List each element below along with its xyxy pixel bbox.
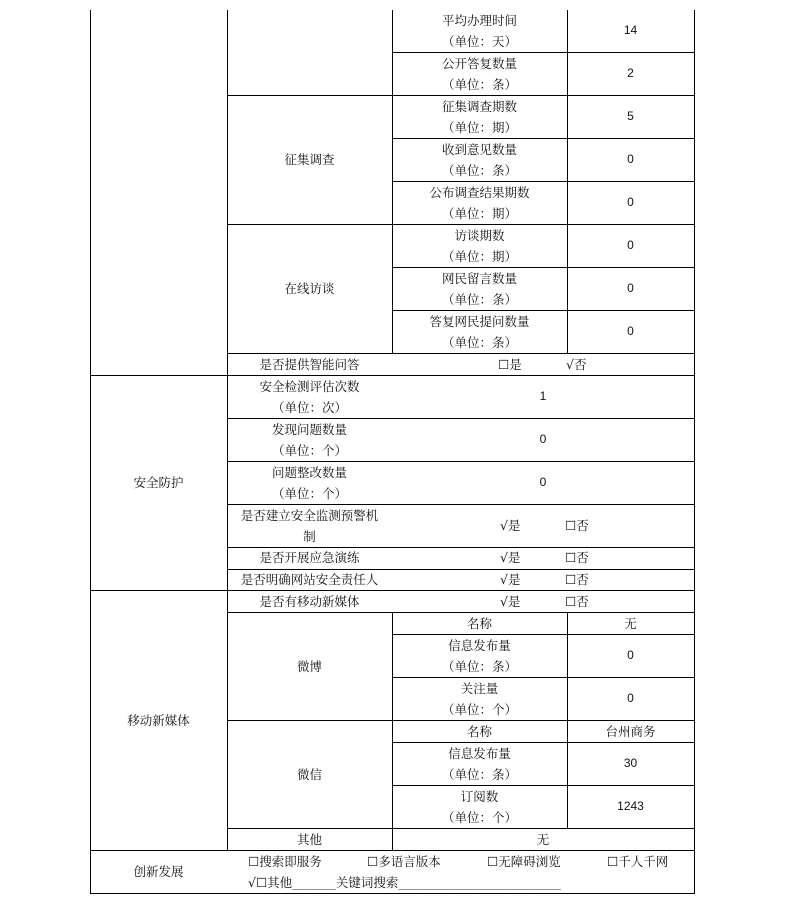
owner-yes-checkbox[interactable]: √是 xyxy=(500,572,521,587)
border-bottom xyxy=(90,893,695,894)
row-unit: （单位：个） xyxy=(271,486,347,501)
other-innovation-field[interactable]: √☐其他_______关键词搜索__________________________ xyxy=(248,875,561,890)
row-value: 0 xyxy=(627,324,634,338)
personalized-checkbox[interactable]: ☐千人千网 xyxy=(607,854,669,869)
row-value: 0 xyxy=(627,238,634,252)
row-unit: （单位：条） xyxy=(441,292,517,307)
row-label: 是否建立安全监测预警机 xyxy=(240,508,379,523)
row-unit: （单位：条） xyxy=(441,163,517,178)
weibo-title: 微博 xyxy=(296,659,322,674)
row-value: 0 xyxy=(539,432,547,446)
row-value: 0 xyxy=(627,152,634,166)
row-unit: （单位：条） xyxy=(441,77,517,92)
row-unit: （单位：期） xyxy=(441,249,517,264)
row-value: 30 xyxy=(623,756,638,770)
row-label: 平均办理时间 xyxy=(441,13,517,28)
row-value: 0 xyxy=(627,281,634,295)
row-label: 公开答复数量 xyxy=(441,56,517,71)
row-value: 无 xyxy=(624,616,637,631)
survey-title: 征集调查 xyxy=(284,152,335,167)
warning-no-checkbox[interactable]: ☐否 xyxy=(565,518,589,533)
row-unit: （单位：期） xyxy=(441,206,517,221)
row-value: 台州商务 xyxy=(605,724,656,739)
security-title: 安全防护 xyxy=(133,475,184,490)
section-line xyxy=(90,590,695,591)
row-label: 征集调查期数 xyxy=(441,99,517,114)
row-label: 答复网民提问数量 xyxy=(429,314,530,329)
border-right xyxy=(694,10,695,893)
row-value: 1243 xyxy=(617,799,644,813)
row-label: 访谈期数 xyxy=(454,228,505,243)
interview-title: 在线访谈 xyxy=(284,281,335,296)
other-value: 无 xyxy=(536,832,550,847)
row-label: 名称 xyxy=(466,724,492,739)
row-unit: （单位：个） xyxy=(441,810,517,825)
media-yes-checkbox[interactable]: √是 xyxy=(500,594,521,609)
media-no-checkbox[interactable]: ☐否 xyxy=(565,594,589,609)
row-unit: （单位：个） xyxy=(441,702,517,717)
wechat-title: 微信 xyxy=(296,767,322,782)
section-line xyxy=(90,375,695,376)
row-value: 14 xyxy=(623,23,638,37)
smart-qa-no-checkbox[interactable]: √否 xyxy=(566,357,587,372)
border-left xyxy=(90,10,91,893)
row-label-cont: 制 xyxy=(303,529,316,544)
other-label: 其他 xyxy=(296,832,322,847)
smart-qa-yes-checkbox[interactable]: ☐是 xyxy=(498,357,522,372)
row-unit: （单位：条） xyxy=(441,767,517,782)
accessibility-checkbox[interactable]: ☐无障碍浏览 xyxy=(487,854,561,869)
row-label: 信息发布量 xyxy=(448,746,511,761)
innovation-title: 创新发展 xyxy=(133,864,184,879)
row-label: 收到意见数量 xyxy=(441,142,517,157)
row-unit: （单位：期） xyxy=(441,120,517,135)
row-label: 网民留言数量 xyxy=(441,271,517,286)
row-unit: （单位：条） xyxy=(441,659,517,674)
owner-no-checkbox[interactable]: ☐否 xyxy=(565,572,589,587)
drill-yes-checkbox[interactable]: √是 xyxy=(500,550,521,565)
row-label: 是否明确网站安全责任人 xyxy=(240,572,379,587)
multi-language-checkbox[interactable]: ☐多语言版本 xyxy=(367,854,441,869)
row-value: 2 xyxy=(627,66,634,80)
row-label: 订阅数 xyxy=(460,789,499,804)
row-label: 公布调查结果期数 xyxy=(429,185,530,200)
warning-yes-checkbox[interactable]: √是 xyxy=(500,518,521,533)
row-value: 0 xyxy=(539,475,547,489)
row-value: 0 xyxy=(627,195,634,209)
row-value: 0 xyxy=(627,691,634,705)
media-title: 移动新媒体 xyxy=(127,713,190,728)
row-label: 发现问题数量 xyxy=(271,422,347,437)
search-service-checkbox[interactable]: ☐搜索即服务 xyxy=(248,854,322,869)
row-label: 是否开展应急演练 xyxy=(259,550,360,565)
row-label: 是否有移动新媒体 xyxy=(259,594,360,609)
row-unit: （单位：个） xyxy=(271,443,347,458)
row-value: 1 xyxy=(539,389,547,403)
drill-no-checkbox[interactable]: ☐否 xyxy=(565,550,589,565)
row-label: 关注量 xyxy=(460,681,499,696)
row-label: 问题整改数量 xyxy=(271,465,347,480)
row-value: 5 xyxy=(627,109,634,123)
row-label: 名称 xyxy=(466,616,492,631)
row-label: 信息发布量 xyxy=(448,638,511,653)
row-label: 安全检测评估次数 xyxy=(259,379,360,394)
smart-qa-label: 是否提供智能问答 xyxy=(259,357,360,372)
row-unit: （单位：条） xyxy=(441,335,517,350)
row-unit: （单位：天） xyxy=(441,34,517,49)
row-unit: （单位：次） xyxy=(271,400,347,415)
row-value: 0 xyxy=(627,648,634,662)
